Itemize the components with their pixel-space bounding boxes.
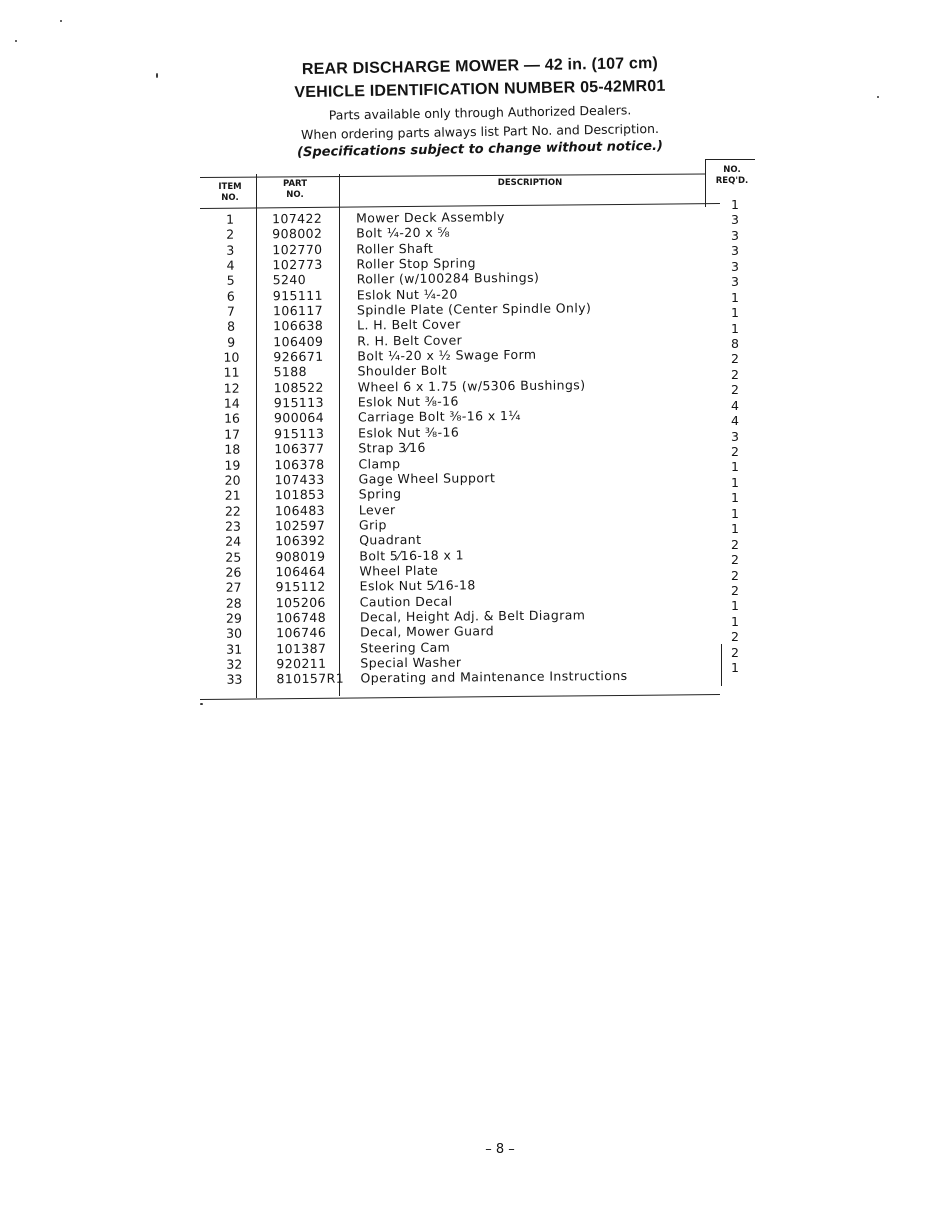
desc-qty-divider [705, 159, 706, 207]
item-no: 6 [226, 288, 235, 304]
qty-column [720, 197, 750, 676]
part-description: Shoulder Bolt [357, 363, 448, 379]
item-no-header: ITEM NO. [218, 182, 242, 203]
scan-speck [60, 20, 62, 22]
qty-required: 2 [731, 552, 739, 568]
part-no: 105206 [275, 594, 326, 610]
part-description: Decal, Height Adj. & Belt Diagram [359, 607, 586, 625]
qty-required: 3 [731, 227, 739, 243]
part-no: 915113 [273, 394, 325, 411]
qty-required: 2 [731, 644, 739, 660]
part-description: Eslok Nut ¼-20 [356, 286, 458, 303]
dealer-note: Parts available only through Authorized Dealers. [328, 102, 632, 123]
part-description: Lever [358, 501, 396, 518]
table-top-rule [200, 173, 705, 178]
part-description: Roller Shaft [356, 240, 434, 257]
part-description: Special Washer [360, 654, 462, 671]
part-no: 915113 [274, 425, 325, 442]
page-number: – 8 – [485, 1142, 515, 1157]
qty-required: 3 [731, 243, 739, 259]
part-description: Gage Wheel Support [358, 470, 496, 487]
part-description: Carriage Bolt ⅜-16 x 1¼ [357, 408, 521, 425]
item-no: 2 [226, 227, 235, 243]
part-description: L. H. Belt Cover [357, 316, 461, 333]
part-description: Bolt ¼-20 x ⅝ [356, 224, 451, 241]
part-no: 102770 [272, 241, 323, 257]
qty-required: 2 [731, 444, 739, 459]
qty-required: 8 [731, 335, 739, 351]
part-description: Grip [358, 517, 387, 533]
part-no: 810157R1 [276, 670, 345, 687]
item-no: 26 [225, 564, 242, 580]
part-no: 926671 [273, 348, 324, 365]
part-no: 908002 [272, 226, 323, 242]
part-description: Bolt 5⁄16-18 x 1 [359, 547, 465, 564]
qty-required: 2 [731, 629, 739, 645]
item-no: 23 [224, 518, 242, 534]
qty-required: 2 [731, 582, 739, 598]
part-description: Operating and Maintenance Instructions [360, 668, 628, 686]
qty-required: 2 [731, 351, 739, 367]
qty-required: 1 [731, 490, 739, 506]
qty-required: 1 [731, 660, 739, 676]
item-no: 19 [224, 457, 241, 473]
part-no: 106117 [272, 302, 324, 319]
part-description: Roller Stop Spring [356, 255, 477, 272]
description-header: DESCRIPTION [497, 178, 563, 188]
vehicle-id-heading: VEHICLE IDENTIFICATION NUMBER 05-42MR01 [294, 77, 666, 102]
item-no: 9 [227, 334, 236, 350]
item-no: 3 [226, 242, 235, 258]
ordering-note: When ordering parts always list Part No. and Description. [300, 120, 660, 143]
specifications-note: (Specifications subject to change without notice.) [296, 138, 664, 161]
part-description: Eslok Nut ⅜-16 [357, 393, 459, 410]
part-no: 106748 [275, 609, 327, 626]
part-no: 915112 [275, 579, 326, 595]
scan-speck [200, 703, 203, 705]
item-no: 11 [223, 365, 240, 381]
item-no: 27 [225, 579, 242, 596]
scan-speck [877, 96, 879, 98]
part-description: Bolt ¼-20 x ½ Swage Form [357, 346, 537, 364]
item-no: 31 [226, 641, 243, 657]
part-no: 900064 [273, 410, 325, 426]
item-no: 28 [225, 595, 242, 611]
page-title: REAR DISCHARGE MOWER — 42 in. (107 cm) [301, 54, 659, 79]
part-no: 107422 [271, 210, 323, 227]
part-no: 106638 [273, 318, 324, 334]
part-description: Eslok Nut 5⁄16-18 [359, 577, 476, 594]
item-no: 14 [223, 395, 240, 411]
item-no: 30 [226, 625, 243, 642]
part-no: 101387 [276, 640, 327, 656]
parts-rows [200, 207, 725, 688]
qty-required: 1 [731, 505, 739, 521]
qty-required: 2 [731, 366, 739, 382]
part-description: Eslok Nut ⅜-16 [358, 424, 460, 441]
qty-required: 3 [731, 428, 739, 444]
scan-speck [156, 73, 158, 78]
qty-required: 1 [731, 474, 739, 490]
qty-required: 1 [731, 289, 739, 305]
qty-required: 3 [731, 212, 739, 228]
item-no: 24 [225, 533, 242, 549]
qty-required: 1 [731, 613, 739, 629]
item-no: 22 [224, 503, 241, 519]
part-description: R. H. Belt Cover [357, 332, 463, 349]
part-description: Mower Deck Assembly [355, 209, 505, 226]
part-description: Steering Cam [360, 639, 451, 656]
item-no: 16 [223, 411, 241, 427]
item-no: 32 [226, 656, 243, 672]
part-description: Spindle Plate (Center Spindle Only) [356, 300, 592, 318]
item-no: 12 [223, 380, 240, 396]
part-description: Wheel 6 x 1.75 (w/5306 Bushings) [357, 377, 586, 395]
part-description: Decal, Mower Guard [359, 623, 495, 640]
qty-top-rule [705, 159, 755, 160]
item-no: 10 [223, 349, 240, 365]
part-no: 920211 [276, 655, 327, 672]
qty-required: 1 [731, 598, 739, 614]
part-no: 102773 [272, 256, 323, 273]
item-no: 18 [224, 441, 241, 457]
qty-required: 4 [731, 397, 739, 413]
qty-required: 1 [731, 320, 739, 336]
item-no: 8 [227, 319, 236, 335]
part-description: Spring [358, 486, 402, 502]
part-no: 915111 [272, 287, 323, 304]
qty-required: 2 [731, 382, 739, 398]
part-description: Roller (w/100284 Bushings) [356, 270, 540, 287]
part-no: 107433 [274, 471, 325, 488]
part-no: 908019 [275, 548, 326, 564]
qty-required: 2 [731, 567, 739, 583]
part-no: 102597 [274, 517, 326, 534]
item-no: 4 [226, 257, 235, 273]
item-no: 5 [226, 273, 235, 289]
part-description: Caution Decal [359, 593, 453, 610]
qty-required: 4 [731, 413, 739, 429]
qty-required: 1 [731, 305, 739, 321]
part-description: Strap 3⁄16 [358, 440, 426, 456]
part-no: 106746 [275, 625, 327, 641]
qty-required: 2 [731, 536, 739, 552]
part-no: 106377 [274, 440, 325, 457]
scan-speck [15, 40, 17, 42]
part-no: 5240 [272, 272, 307, 288]
part-no: 5188 [273, 364, 308, 380]
part-no: 106378 [274, 456, 325, 472]
item-no: 33 [226, 671, 243, 688]
part-no: 106409 [273, 333, 324, 350]
part-no: 106483 [274, 502, 326, 518]
qty-required: 1 [731, 459, 739, 475]
item-no: 21 [224, 487, 241, 503]
part-no: 106392 [275, 533, 326, 549]
part-no: 101853 [274, 487, 325, 503]
qty-required-header: NO. REQ'D. [715, 165, 749, 186]
qty-required: 3 [731, 274, 739, 290]
part-no-header: PART NO. [283, 179, 307, 200]
item-no: 17 [224, 426, 241, 442]
item-no: 7 [226, 303, 235, 319]
item-no: 1 [226, 211, 235, 227]
table-bottom-rule [200, 694, 720, 700]
parts-table [200, 165, 760, 700]
part-description: Wheel Plate [359, 562, 439, 579]
part-description: Quadrant [359, 532, 422, 548]
item-no: 25 [225, 549, 242, 565]
part-no: 108522 [273, 379, 324, 396]
qty-required: 3 [731, 258, 739, 274]
part-description: Clamp [358, 455, 401, 471]
qty-required: 1 [731, 521, 739, 537]
qty-required: 1 [731, 197, 739, 212]
item-no: 20 [224, 472, 241, 488]
part-no: 106464 [275, 563, 326, 580]
item-no: 29 [225, 610, 242, 626]
